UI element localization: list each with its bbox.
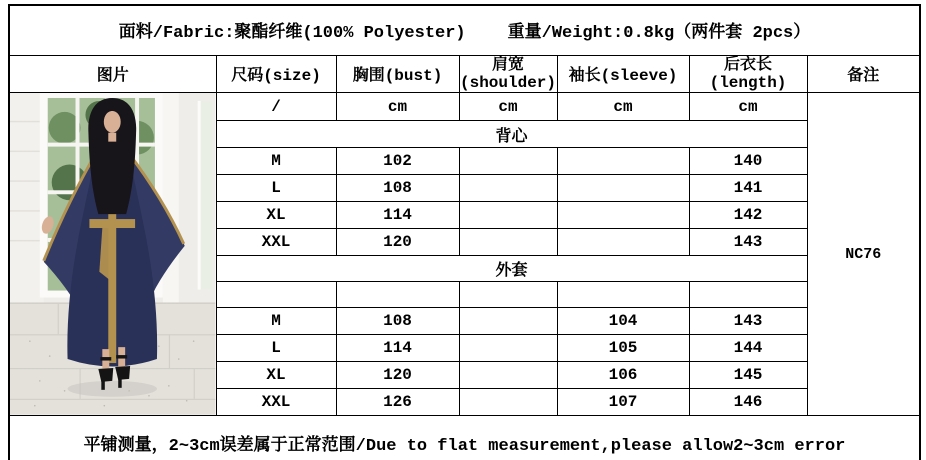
header-cell-sleeve: 袖长(sleeve) — [557, 55, 689, 93]
units-cell-length: cm — [689, 93, 807, 121]
length-cell: 141 — [689, 174, 807, 201]
size-cell: M — [216, 148, 336, 175]
bust-cell: 120 — [336, 228, 459, 255]
sleeve-cell: 105 — [557, 335, 689, 362]
bust-cell: 108 — [336, 308, 459, 335]
far-right-window-frame — [198, 101, 201, 290]
length-cell: 143 — [689, 228, 807, 255]
section-title-vest: 背心 — [216, 121, 807, 148]
header-cell-shoulder — [459, 55, 557, 93]
units-cell-size: / — [216, 93, 336, 121]
shoulder-label-cn: 肩宽 — [491, 55, 524, 74]
product-photo-cell — [9, 93, 216, 416]
units-cell-bust: cm — [336, 93, 459, 121]
section-title-jacket: 外套 — [216, 255, 807, 282]
bust-cell: 120 — [336, 362, 459, 389]
shoulder-cell — [459, 335, 557, 362]
header-cell-bust: 胸围(bust) — [336, 55, 459, 93]
meta-cell — [9, 5, 920, 55]
bust-cell: 114 — [336, 335, 459, 362]
size-cell: XXL — [216, 388, 336, 415]
bust-cell: 102 — [336, 148, 459, 175]
shoulder-cell — [459, 174, 557, 201]
bust-cell: 126 — [336, 388, 459, 415]
header-cell-remark: 备注 — [807, 55, 920, 93]
face — [104, 111, 121, 133]
size-cell: XL — [216, 201, 336, 228]
shoulder-cell — [459, 362, 557, 389]
left-wall — [10, 93, 44, 306]
size-cell: M — [216, 308, 336, 335]
sleeve-cell: 106 — [557, 362, 689, 389]
size-cell: XL — [216, 362, 336, 389]
header-cell-image: 图片 — [9, 55, 216, 93]
length-cell: 146 — [689, 388, 807, 415]
size-cell: L — [216, 174, 336, 201]
length-cell: 145 — [689, 362, 807, 389]
length-cell: 143 — [689, 308, 807, 335]
size-chart-table — [8, 4, 921, 460]
sleeve-cell — [557, 174, 689, 201]
product-photo — [10, 93, 216, 415]
shoulder-cell — [459, 308, 557, 335]
figure-shadow — [68, 381, 157, 397]
header-cell-length — [689, 55, 807, 93]
length-label-cn: 后衣长 — [723, 55, 772, 74]
bust-cell: 114 — [336, 201, 459, 228]
far-right-window — [201, 101, 213, 290]
units-cell-shoulder: cm — [459, 93, 557, 121]
size-cell: XXL — [216, 228, 336, 255]
remark-value-cell: NC76 — [807, 93, 920, 416]
shoulder-cell — [459, 148, 557, 175]
meta-row — [9, 5, 920, 55]
size-cell: L — [216, 335, 336, 362]
footer-note-row — [9, 415, 920, 460]
units-row — [9, 93, 920, 121]
measurement-note: 平铺测量，2~3cm误差属于正常范围/Due to flat measurement,please allow2~3cm error — [9, 415, 920, 460]
sleeve-cell — [557, 228, 689, 255]
length-cell: 140 — [689, 148, 807, 175]
shoulder-cell — [459, 201, 557, 228]
shoulder-cell — [459, 282, 557, 308]
header-row — [9, 55, 920, 93]
bust-cell — [336, 282, 459, 308]
length-cell: 144 — [689, 335, 807, 362]
length-label-en: (length) — [709, 73, 787, 92]
fabric-text: 面料/Fabric:聚酯纤维(100% Polyester) — [118, 24, 466, 44]
neck — [108, 133, 116, 142]
units-cell-sleeve: cm — [557, 93, 689, 121]
shoulder-cell — [459, 228, 557, 255]
sleeve-cell — [557, 148, 689, 175]
sleeve-cell — [557, 282, 689, 308]
sleeve-cell: 107 — [557, 388, 689, 415]
sleeve-cell — [557, 201, 689, 228]
sleeve-cell: 104 — [557, 308, 689, 335]
shoulder-cell — [459, 388, 557, 415]
header-cell-size: 尺码(size) — [216, 55, 336, 93]
bust-cell: 108 — [336, 174, 459, 201]
length-cell: 142 — [689, 201, 807, 228]
shoulder-label-en: (shoulder) — [459, 73, 556, 92]
gold-belt — [89, 219, 135, 228]
weight-text: 重量/Weight:0.8kg（两件套 2pcs） — [507, 24, 811, 44]
size-cell — [216, 282, 336, 308]
length-cell — [689, 282, 807, 308]
